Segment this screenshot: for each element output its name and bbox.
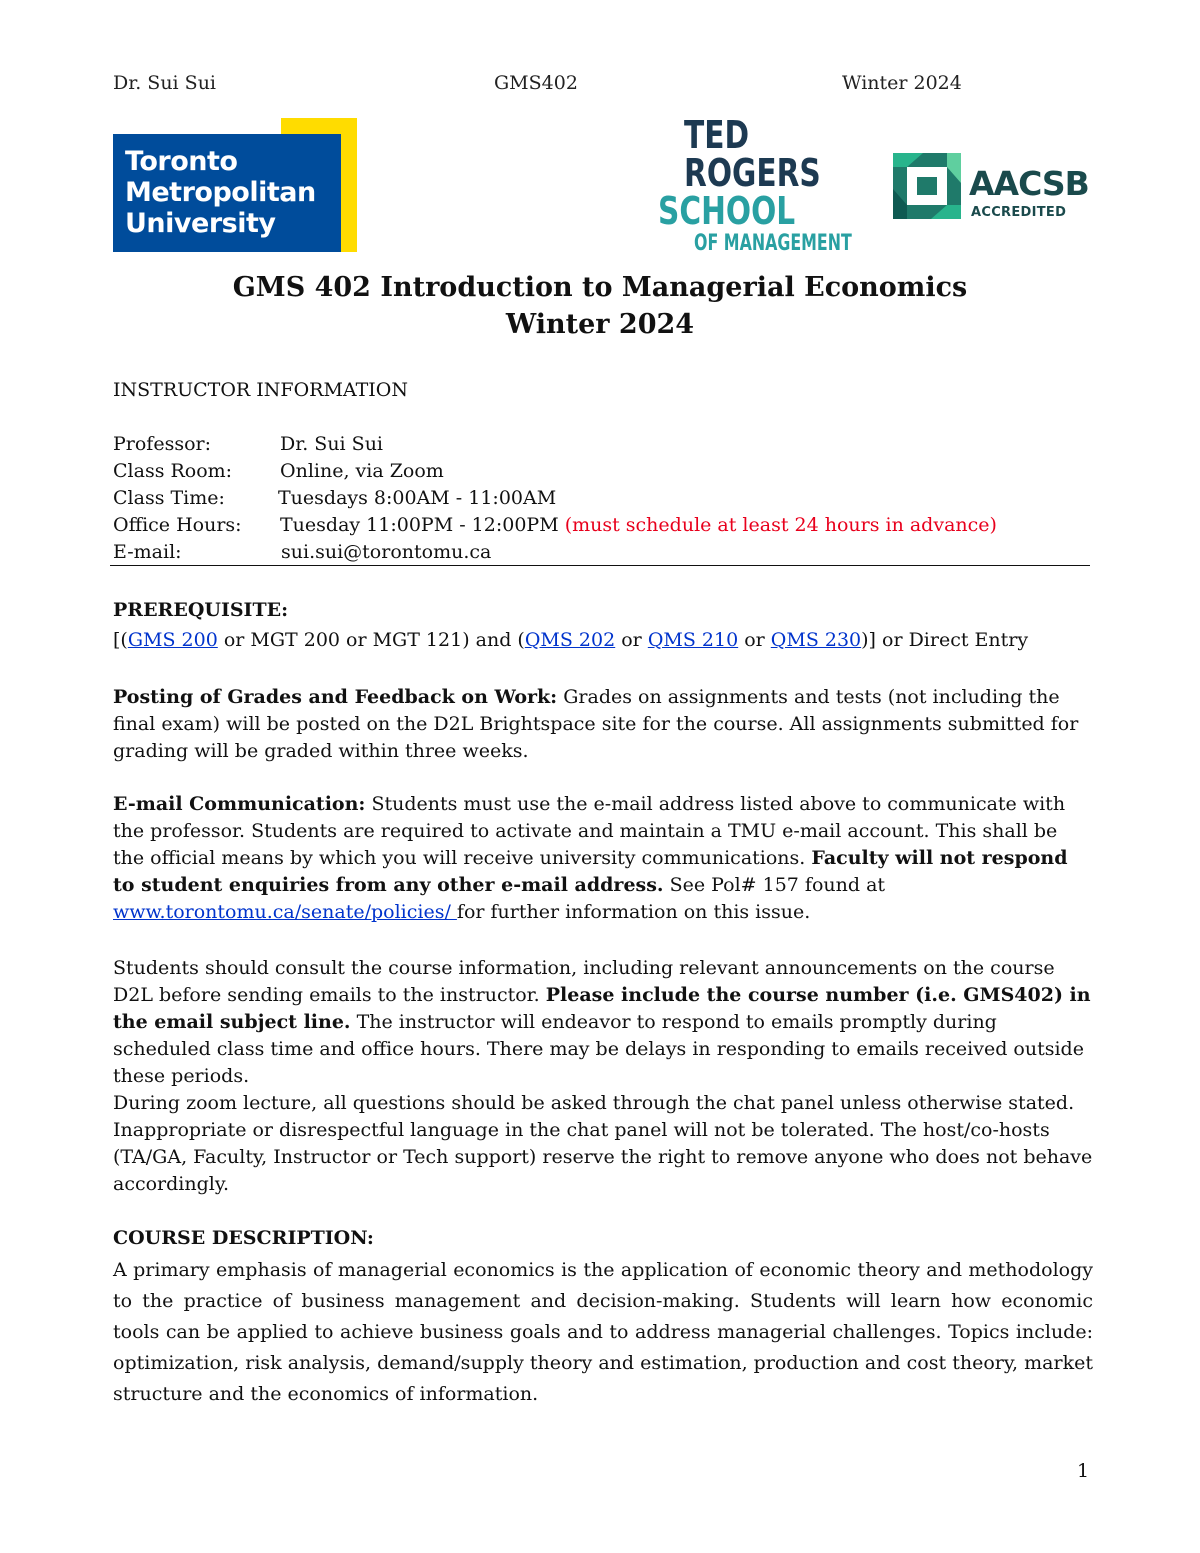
trsm-line-ted: TED [684, 113, 750, 157]
grades-heading: Posting of Grades and Feedback on Work: [113, 686, 558, 708]
course-description-heading: COURSE DESCRIPTION: [113, 1227, 374, 1249]
page-number: 1 [1077, 1460, 1090, 1482]
link-senate-policies[interactable]: www.torontomu.ca/senate/policies/ [113, 901, 457, 923]
header-course-code: GMS402 [494, 72, 578, 94]
info-label-email: E-mail: [113, 541, 182, 563]
consult-paragraph: Students should consult the course information, including relevant announcements on the course D2L before sending emails to the instructor. Please include the course number (i.e. GMS402) in the email subject line. The instructor will endeavor to respond to emails promptly during scheduled class time and office hours. There may be delays in responding to emails received outside these periods. [113, 957, 1091, 1087]
course-description-text: A primary emphasis of managerial economics is the application of economic theory and methodology to the practice of business management and decision-making. Students will learn how economic tools can be applied to achieve business goals and to address managerial challenges. Topics include: optimization, risk analysis, demand/supply theory and estimation, production and cost theory, market structure and the economics of information. [113, 1259, 1093, 1405]
aacsb-accredited-label: ACCREDITED [971, 205, 1067, 220]
tmu-logo-wordmark: Toronto Metropolitan University [125, 146, 316, 239]
link-qms202[interactable]: QMS 202 [524, 629, 616, 651]
info-label-classroom: Class Room: [113, 460, 233, 482]
trsm-line-rogers: ROGERS [684, 151, 821, 195]
section-divider [110, 565, 1090, 566]
trsm-line-management: OF MANAGEMENT [694, 231, 852, 256]
info-value-classroom: Online, via Zoom [280, 460, 444, 482]
prerequisite-heading: PREREQUISITE: [113, 599, 289, 621]
email-heading: E-mail Communication: [113, 793, 366, 815]
aacsb-logo [893, 153, 1093, 223]
info-label-professor: Professor: [113, 433, 212, 455]
grades-paragraph: Posting of Grades and Feedback on Work: Grades on assignments and tests (not including the final exam) will be posted on the D2L Brightspace site for the course. All assignments submitted for grading will be graded within three weeks. [113, 686, 1079, 762]
info-value-email[interactable]: sui.sui@torontomu.ca [281, 541, 492, 563]
email-paragraph: E-mail Communication: Students must use the e-mail address listed above to communicate with the professor. Students are required to activate and maintain a TMU e-mail account. This shall be the official means by which you will receive university communications. Faculty will not respond to student enquiries from any other e-mail address. See Pol# 157 found at www.torontomu.ca/senate/policies/ for further information on this issue. [113, 793, 1068, 923]
aacsb-emblem-icon [893, 153, 961, 219]
link-qms210[interactable]: QMS 210 [647, 629, 739, 651]
header-term: Winter 2024 [842, 72, 962, 94]
link-qms230[interactable]: QMS 230 [770, 629, 862, 651]
info-value-office-hours: Tuesday 11:00PM - 12:00PM (must schedule at least 24 hours in advance) [280, 514, 997, 536]
ted-rogers-logo [656, 113, 856, 258]
info-label-classtime: Class Time: [113, 487, 225, 509]
trsm-line-school: SCHOOL [658, 189, 796, 233]
course-title: GMS 402 Introduction to Managerial Economics [232, 272, 968, 303]
office-hours-note: (must schedule at least 24 hours in advance) [564, 514, 997, 536]
aacsb-wordmark: AACSB [969, 164, 1089, 203]
zoom-paragraph: During zoom lecture, all questions should be asked through the chat panel unless otherwise stated. Inappropriate or disrespectful language in the chat panel will not be tolerated. The host/co-hosts (TA/GA, Faculty, Instructor or Tech support) reserve the right to remove anyone who does not behave accordingly. [113, 1092, 1093, 1195]
tmu-logo [113, 118, 357, 252]
info-value-classtime: Tuesdays 8:00AM - 11:00AM [278, 487, 557, 509]
course-term-title: Winter 2024 [505, 309, 695, 340]
info-value-professor: Dr. Sui Sui [280, 433, 384, 455]
link-gms200[interactable]: GMS 200 [127, 629, 218, 651]
prerequisite-text: [(GMS 200 or MGT 200 or MGT 121) and (QMS 202 or QMS 210 or QMS 230)] or Direct Entry [113, 629, 1029, 651]
header-instructor: Dr. Sui Sui [113, 72, 217, 94]
instructor-info-heading: INSTRUCTOR INFORMATION [113, 379, 408, 401]
info-label-office-hours: Office Hours: [113, 514, 242, 536]
